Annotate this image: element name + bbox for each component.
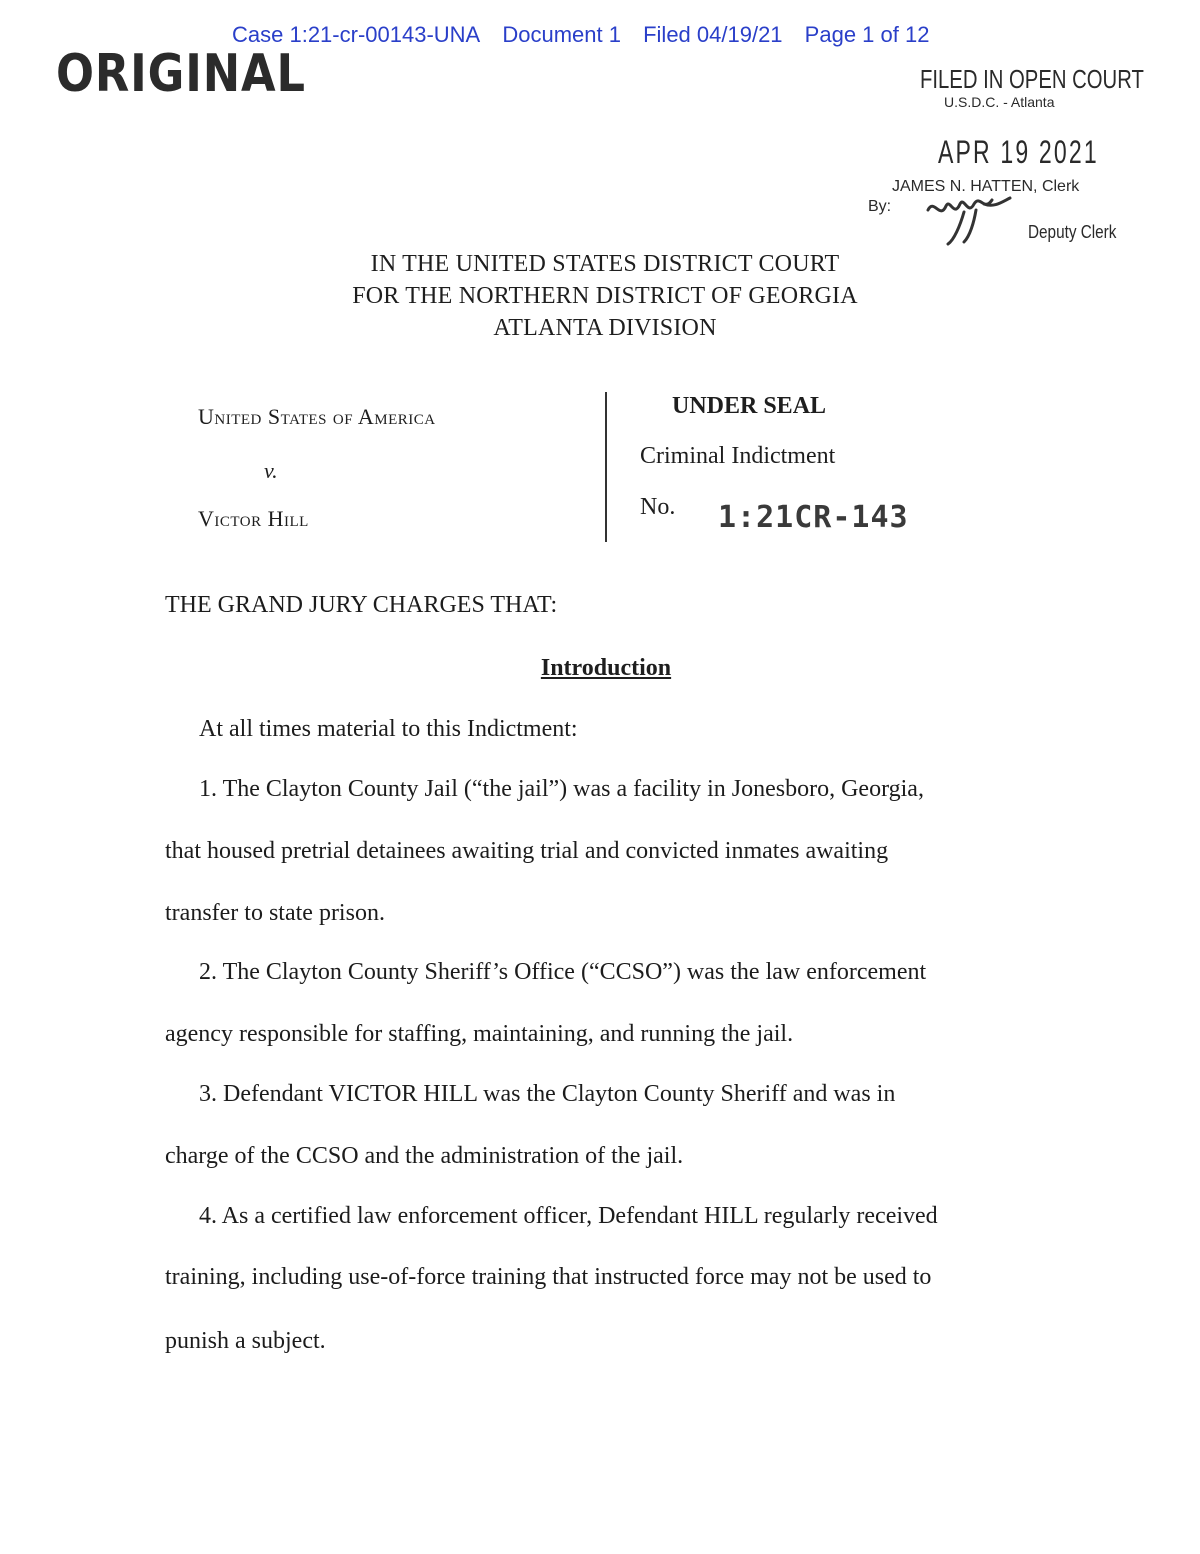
original-stamp: ORIGINAL bbox=[56, 44, 306, 104]
case-number-stamp: 1:21CR-143 bbox=[718, 500, 909, 535]
paragraph-line: 2. The Clayton County Sheriff’s Office (“CCSO”) was the law enforcement bbox=[199, 959, 927, 985]
grand-jury-charges: THE GRAND JURY CHARGES THAT: bbox=[165, 592, 558, 618]
filed-date-header: Filed 04/19/21 bbox=[643, 22, 783, 47]
paragraph-line: punish a subject. bbox=[165, 1328, 326, 1354]
document-number-header: Document 1 bbox=[502, 22, 621, 47]
versus-label: v. bbox=[264, 458, 278, 483]
paragraph-line: transfer to state prison. bbox=[165, 900, 385, 926]
filing-stamp-court: U.S.D.C. - Atlanta bbox=[944, 94, 1055, 110]
paragraph-line: 3. Defendant VICTOR HILL was the Clayton County Sheriff and was in bbox=[199, 1081, 896, 1107]
paragraph-line: that housed pretrial detainees awaiting trial and convicted inmates awaiting bbox=[165, 838, 889, 864]
filing-stamp-by: By: bbox=[868, 198, 892, 215]
paragraph-line: agency responsible for staffing, maintaining, and running the jail. bbox=[165, 1021, 794, 1047]
case-number-label: No. bbox=[640, 494, 676, 520]
court-heading-line-2: FOR THE NORTHERN DISTRICT OF GEORGIA bbox=[352, 283, 858, 309]
section-title-text: Introduction bbox=[540, 655, 672, 681]
court-heading-line-3: ATLANTA DIVISION bbox=[493, 315, 717, 341]
defendant-name: Victor Hill bbox=[198, 506, 309, 531]
court-heading-line-1: IN THE UNITED STATES DISTRICT COURT bbox=[370, 251, 840, 277]
document-type: Criminal Indictment bbox=[640, 443, 836, 469]
signature-icon bbox=[924, 192, 1014, 248]
filing-stamp-date: APR 19 2021 bbox=[938, 134, 1099, 170]
paragraph-line: 1. The Clayton County Jail (“the jail”) was a facility in Jonesboro, Georgia, bbox=[199, 776, 924, 802]
page-number-header: Page 1 of 12 bbox=[804, 22, 930, 47]
caption-divider bbox=[605, 392, 607, 542]
court-heading bbox=[0, 248, 1200, 344]
under-seal-label: UNDER SEAL bbox=[672, 393, 827, 419]
paragraph-line: 4. As a certified law enforcement officer, Defendant HILL regularly received bbox=[199, 1203, 938, 1229]
filing-stamp-title: FILED IN OPEN COURT bbox=[920, 64, 1144, 94]
filing-stamp-clerk: JAMES N. HATTEN, Clerk bbox=[892, 178, 1080, 195]
filing-header bbox=[232, 22, 945, 48]
section-title bbox=[0, 655, 1200, 682]
preamble: At all times material to this Indictment: bbox=[199, 716, 578, 742]
paragraph-line: charge of the CCSO and the administration of the jail. bbox=[165, 1143, 684, 1169]
case-number-header: Case 1:21-cr-00143-UNA bbox=[232, 22, 481, 47]
filing-stamp bbox=[860, 60, 1144, 250]
paragraph-line: training, including use-of-force training that instructed force may not be used to bbox=[165, 1264, 932, 1290]
plaintiff-name: United States of America bbox=[198, 404, 436, 429]
filing-stamp-deputy: Deputy Clerk bbox=[1028, 222, 1117, 242]
